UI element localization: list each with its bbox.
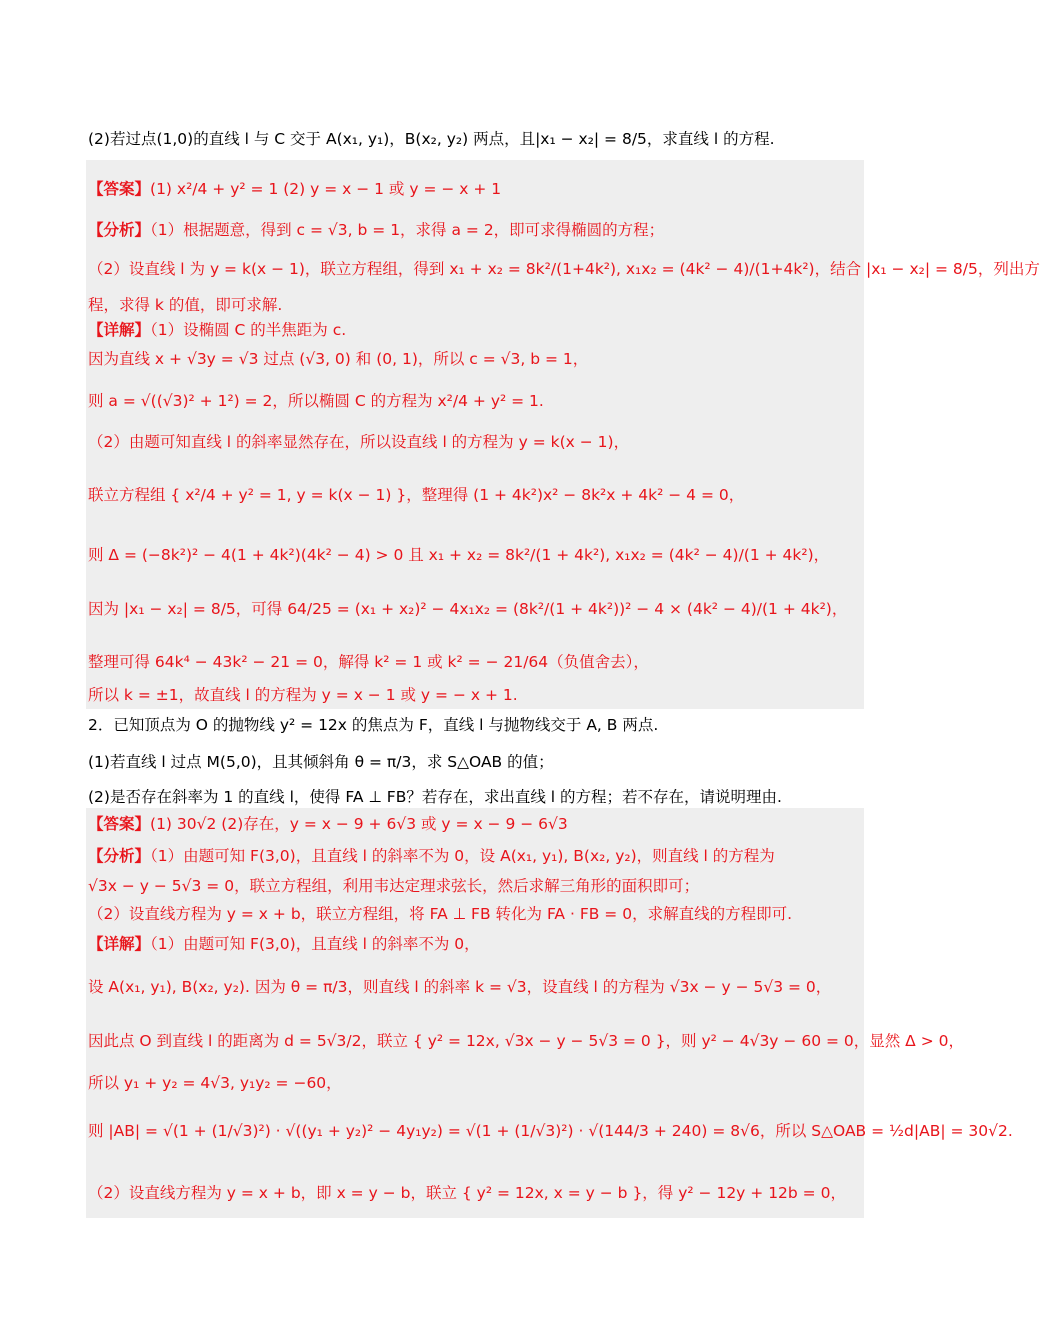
analysis-label: 【分析】 (88, 221, 151, 239)
answer-text: (1) 30√2 (2)存在，y = x − 9 + 6√3 或 y = x − 9 − 6√3 (150, 815, 568, 833)
problem2-detail-3: 因此点 O 到直线 l 的距离为 d = 5√3/2，联立 { y² = 12x, √3x − y − 5√3 = 0 }，则 y² − 4√3y − 60 = 0，显然 Δ > 0， (88, 1032, 964, 1050)
solution-block-2 (86, 808, 1013, 1218)
problem1-detail-7: 因为 |x₁ − x₂| = 8/5，可得 64/25 = (x₁ + x₂)² − 4x₁x₂ = (8k²/(1 + 4k²))² − 4 × (4k² − 4)/(1 + 4k²)， (88, 600, 848, 618)
detail-label: 【详解】 (88, 321, 151, 339)
detail-text: （1）设椭圆 C 的半焦距为 c. (150, 321, 347, 339)
answer-text: (1) x²/4 + y² = 1 (2) y = x − 1 或 y = − x + 1 (150, 180, 502, 198)
problem1-detail-1 (88, 319, 864, 341)
problem1-detail-6: 则 Δ = (−8k²)² − 4(1 + 4k²)(4k² − 4) > 0 且 x₁ + x₂ = 8k²/(1 + 4k²), x₁x₂ = (4k² − 4)/(1 + 4k²)， (88, 546, 830, 564)
problem2-part2: (2)是否存在斜率为 1 的直线 l，使得 FA ⊥ FB？若存在，求出直线 l 的方程；若不存在，请说明理由. (88, 788, 782, 806)
problem1-detail-8: 整理可得 64k⁴ − 43k² − 21 = 0，解得 k² = 1 或 k² = − 21/64（负值舍去）， (88, 653, 649, 671)
problem2-analysis-1 (88, 845, 864, 867)
problem1-detail-9: 所以 k = ±1，故直线 l 的方程为 y = x − 1 或 y = − x + 1. (88, 686, 518, 704)
problem2-detail-5: 则 |AB| = √(1 + (1/√3)²) · √((y₁ + y₂)² − 4y₁y₂) = √(1 + (1/√3)²) · √(144/3 + 240) = 8√6，所以 S△OAB = ½d|AB| = 30√2. (88, 1122, 1013, 1140)
problem1-detail-4: （2）由题可知直线 l 的斜率显然存在，所以设直线 l 的方程为 y = k(x − 1)， (88, 433, 630, 451)
problem1-answer (88, 178, 864, 200)
problem1-analysis-1 (88, 219, 864, 241)
problem1-analysis-2: （2）设直线 l 为 y = k(x − 1)，联立方程组，得到 x₁ + x₂ = 8k²/(1+4k²), x₁x₂ = (4k² − 4)/(1+4k²)，结合 |x₁ − x₂| = 8/5，列出方 (88, 260, 1040, 278)
detail-text: （1）由题可知 F(3,0)，且直线 l 的斜率不为 0， (150, 935, 480, 953)
detail-label: 【详解】 (88, 935, 151, 953)
problem2-analysis-2: √3x − y − 5√3 = 0，联立方程组，利用韦达定理求弦长，然后求解三角形的面积即可； (88, 877, 700, 895)
problem2-part1: (1)若直线 l 过点 M(5,0)，且其倾斜角 θ = π/3，求 S△OAB 的值； (88, 753, 554, 771)
problem1-part2-question: (2)若过点(1,0)的直线 l 与 C 交于 A(x₁, y₁)，B(x₂, y₂) 两点，且|x₁ − x₂| = 8/5，求直线 l 的方程. (88, 130, 775, 148)
problem2-question: 2．已知顶点为 O 的抛物线 y² = 12x 的焦点为 F，直线 l 与抛物线交于 A, B 两点. (88, 716, 659, 734)
problem2-detail-6: （2）设直线方程为 y = x + b，即 x = y − b，联立 { y² = 12x, x = y − b }，得 y² − 12y + 12b = 0， (88, 1184, 846, 1202)
analysis-label: 【分析】 (88, 847, 151, 865)
problem1-detail-2: 因为直线 x + √3y = √3 过点 (√3, 0) 和 (0, 1)，所以 c = √3, b = 1， (88, 350, 589, 368)
problem1-detail-5: 联立方程组 { x²/4 + y² = 1, y = k(x − 1) }，整理得 (1 + 4k²)x² − 8k²x + 4k² − 4 = 0， (88, 486, 745, 504)
answer-label: 【答案】 (88, 815, 151, 833)
analysis-text: （1）根据题意，得到 c = √3, b = 1，求得 a = 2，即可求得椭圆的方程； (150, 221, 665, 239)
analysis-text: （1）由题可知 F(3,0)，且直线 l 的斜率不为 0，设 A(x₁, y₁), B(x₂, y₂)，则直线 l 的方程为 (150, 847, 775, 865)
problem2-detail-1 (88, 933, 864, 955)
problem2-analysis-3: （2）设直线方程为 y = x + b，联立方程组，将 FA ⊥ FB 转化为 FA · FB = 0，求解直线的方程即可. (88, 905, 792, 923)
answer-label: 【答案】 (88, 180, 151, 198)
problem1-analysis-3: 程，求得 k 的值，即可求解. (88, 296, 283, 314)
problem2-detail-4: 所以 y₁ + y₂ = 4√3, y₁y₂ = −60， (88, 1074, 342, 1092)
problem1-detail-3: 则 a = √((√3)² + 1²) = 2，所以椭圆 C 的方程为 x²/4 + y² = 1. (88, 392, 544, 410)
problem2-detail-2: 设 A(x₁, y₁), B(x₂, y₂). 因为 θ = π/3，则直线 l 的斜率 k = √3，设直线 l 的方程为 √3x − y − 5√3 = 0， (88, 978, 832, 996)
problem2-answer (88, 813, 864, 835)
